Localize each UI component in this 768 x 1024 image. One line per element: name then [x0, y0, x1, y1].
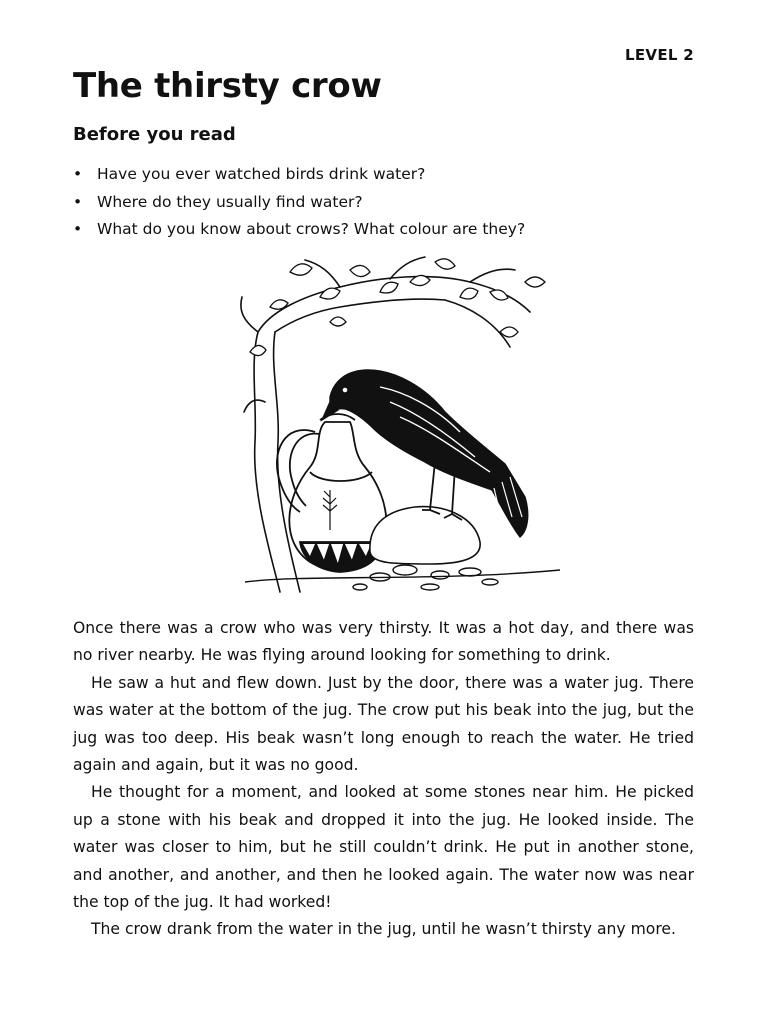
story-text [73, 615, 694, 944]
question-item: • Have you ever watched birds drink water? [73, 162, 525, 190]
tree-leaves [250, 259, 545, 356]
question-item: • Where do they usually find water? [73, 190, 525, 218]
before-you-read-heading: Before you read [73, 124, 236, 145]
question-list [73, 162, 525, 245]
page-title: The thirsty crow [73, 66, 382, 106]
story-paragraph: The crow drank from the water in the jug, until he wasn’t thirsty any more. [91, 920, 676, 939]
story-paragraph: He thought for a moment, and looked at some stones near him. He picked up a stone with his beak and dropped it into the jug. He looked inside. The water was closer to him, but he still couldn’t drink. He put in another stone, and another, and another, and then he looked again. The water now was near the top of the jug. It had worked! [73, 783, 694, 912]
story-paragraph: He saw a hut and flew down. Just by the door, there was a water jug. There was water at the bottom of the jug. The crow put his beak into the jug, but the jug was too deep. His beak wasn’t long enough to reach the water. He tried again and again, but it was no good. [73, 673, 694, 775]
question-item: • What do you know about crows? What colour are they? [73, 217, 525, 245]
level-label: LEVEL 2 [625, 46, 694, 64]
crow-and-jug-illustration [230, 252, 580, 602]
ground [245, 565, 560, 590]
story-paragraph: Once there was a crow who was very thirsty. It was a hot day, and there was no river nearby. He was flying around looking for something to drink. [73, 619, 694, 665]
